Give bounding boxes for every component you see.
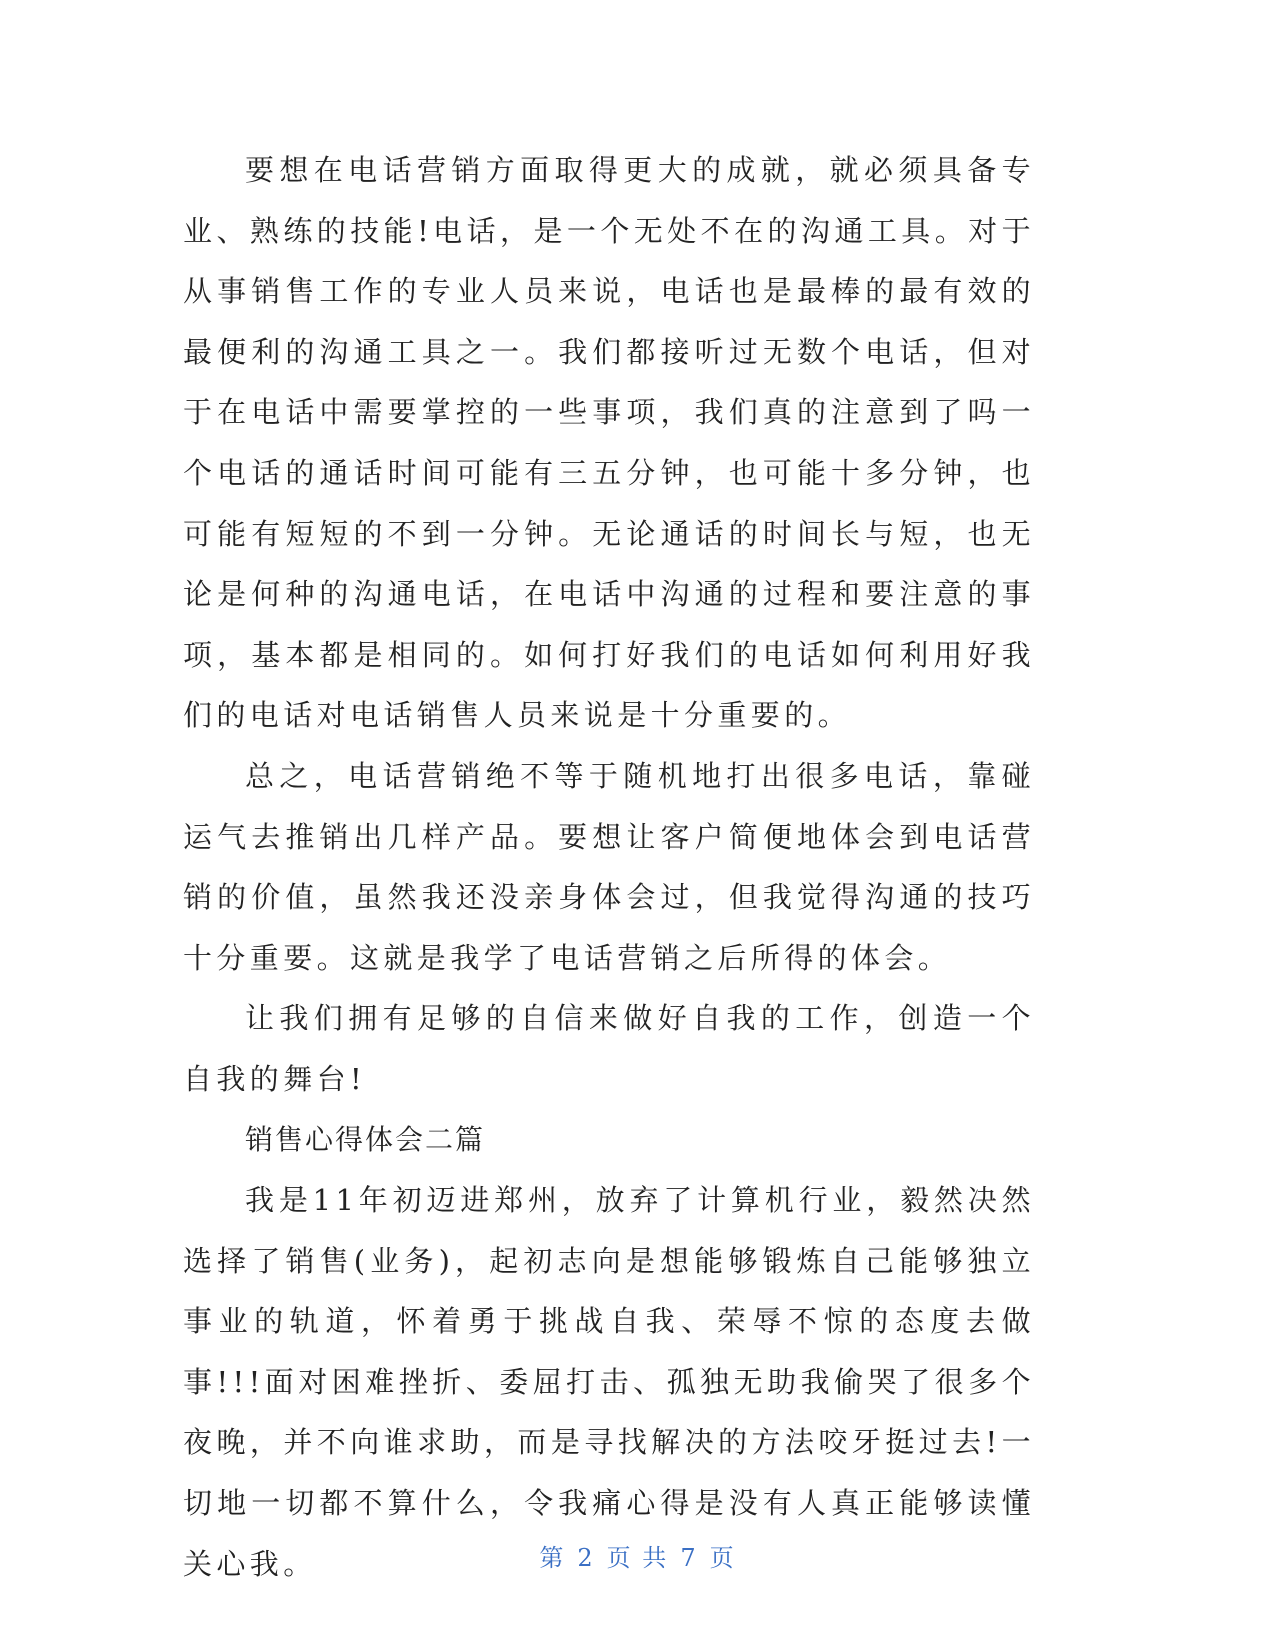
page-prefix: 第	[539, 1544, 566, 1572]
paragraph: 我是11年初迈进郑州，放弃了计算机行业，毅然决然选择了销售(业务)，起初志向是想能够锻炼自己能够独立事业的轨道，怀着勇于挑战自我、荣辱不惊的态度去做事!!!面对困难挫折、委屈打击、孤独无助我偷哭了很多个夜晚，并不向谁求助，而是寻找解决的方法咬牙挺过去!一切地一切都不算什么，令我痛心得是没有人真正能够读懂关心我。	[183, 1183, 1035, 1581]
paragraph: 要想在电话营销方面取得更大的成就，就必须具备专业、熟练的技能!电话，是一个无处不在的沟通工具。对于从事销售工作的专业人员来说，电话也是最棒的最有效的最便利的沟通工具之一。我们都接听过无数个电话，但对于在电话中需要掌控的一些事项，我们真的注意到了吗一个电话的通话时间可能有三五分钟，也可能十多分钟，也可能有短短的不到一分钟。无论通话的时间长与短，也无论是何种的沟通电话，在电话中沟通的过程和要注意的事项，基本都是相同的。如何打好我们的电话如何利用好我们的电话对电话销售人员来说是十分重要的。	[183, 153, 1035, 733]
page-total: 7	[680, 1544, 698, 1572]
page-suffix: 页	[709, 1544, 736, 1572]
page-number-footer	[0, 1538, 1275, 1573]
section-heading: 销售心得体会二篇	[245, 1122, 486, 1156]
page-current: 2	[577, 1544, 595, 1572]
paragraph: 让我们拥有足够的自信来做好自我的工作，创造一个自我的舞台!	[183, 1001, 1035, 1096]
document-body	[183, 140, 1035, 1594]
paragraph: 总之，电话营销绝不等于随机地打出很多电话，靠碰运气去推销出几样产品。要想让客户简便地体会到电话营销的价值，虽然我还没亲身体会过，但我觉得沟通的技巧十分重要。这就是我学了电话营销之后所得的体会。	[183, 758, 1035, 975]
page-mid: 页 共	[606, 1544, 669, 1572]
